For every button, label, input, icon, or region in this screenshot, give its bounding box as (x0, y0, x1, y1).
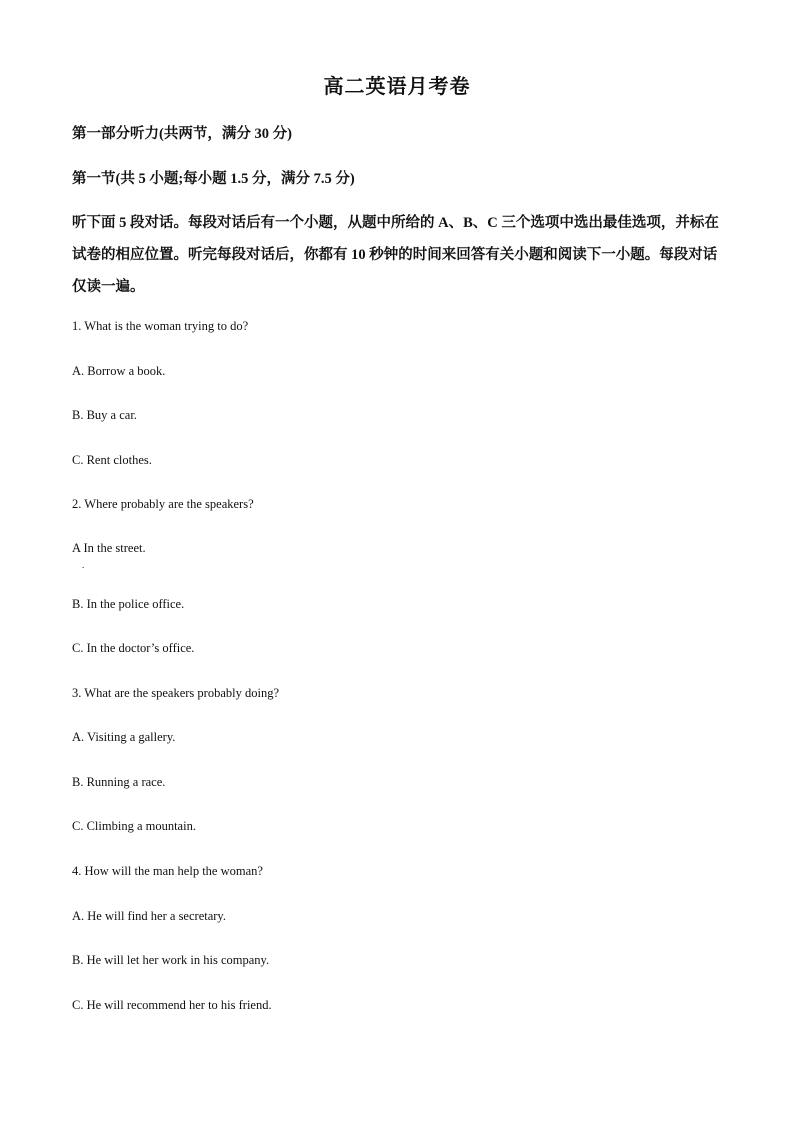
question-2-option-c: C. In the doctor’s office. (72, 641, 195, 655)
question-3-option-b: B. Running a race. (72, 775, 166, 789)
question-1-option-c: C. Rent clothes. (72, 453, 152, 467)
part-heading: 第一部分听力(共两节，满分 30 分) (72, 126, 292, 142)
page-title: 高二英语月考卷 (323, 76, 471, 98)
question-4-option-b: B. He will let her work in his company. (72, 953, 270, 967)
question-3-option-c: C. Climbing a mountain. (72, 819, 196, 833)
question-2-stem: 2. Where probably are the speakers? (72, 497, 254, 511)
question-1-option-a: A. Borrow a book. (72, 364, 166, 378)
stray-dot: . (82, 560, 85, 570)
question-4-stem: 4. How will the man help the woman? (72, 864, 263, 878)
question-3-option-a: A. Visiting a gallery. (72, 730, 176, 744)
instruction-paragraph: 听下面 5 段对话。每段对话后有一个小题，从题中所给的 A、B、C 三个选项中选出最佳选项，并标在试卷的相应位置。听完每段对话后，你都有 10 秒钟的时间来回答有关小题和阅读下一小题。每段对话仅读一遍。 (72, 215, 719, 295)
question-3-stem: 3. What are the speakers probably doing? (72, 686, 279, 700)
question-4-option-c: C. He will recommend her to his friend. (72, 998, 272, 1012)
question-2-option-b: B. In the police office. (72, 597, 185, 611)
section-heading: 第一节(共 5 小题;每小题 1.5 分，满分 7.5 分) (72, 171, 355, 187)
question-2-option-a: A In the street. (72, 541, 146, 555)
question-4-option-a: A. He will find her a secretary. (72, 909, 226, 923)
question-1-option-b: B. Buy a car. (72, 408, 137, 422)
question-1-stem: 1. What is the woman trying to do? (72, 319, 249, 333)
